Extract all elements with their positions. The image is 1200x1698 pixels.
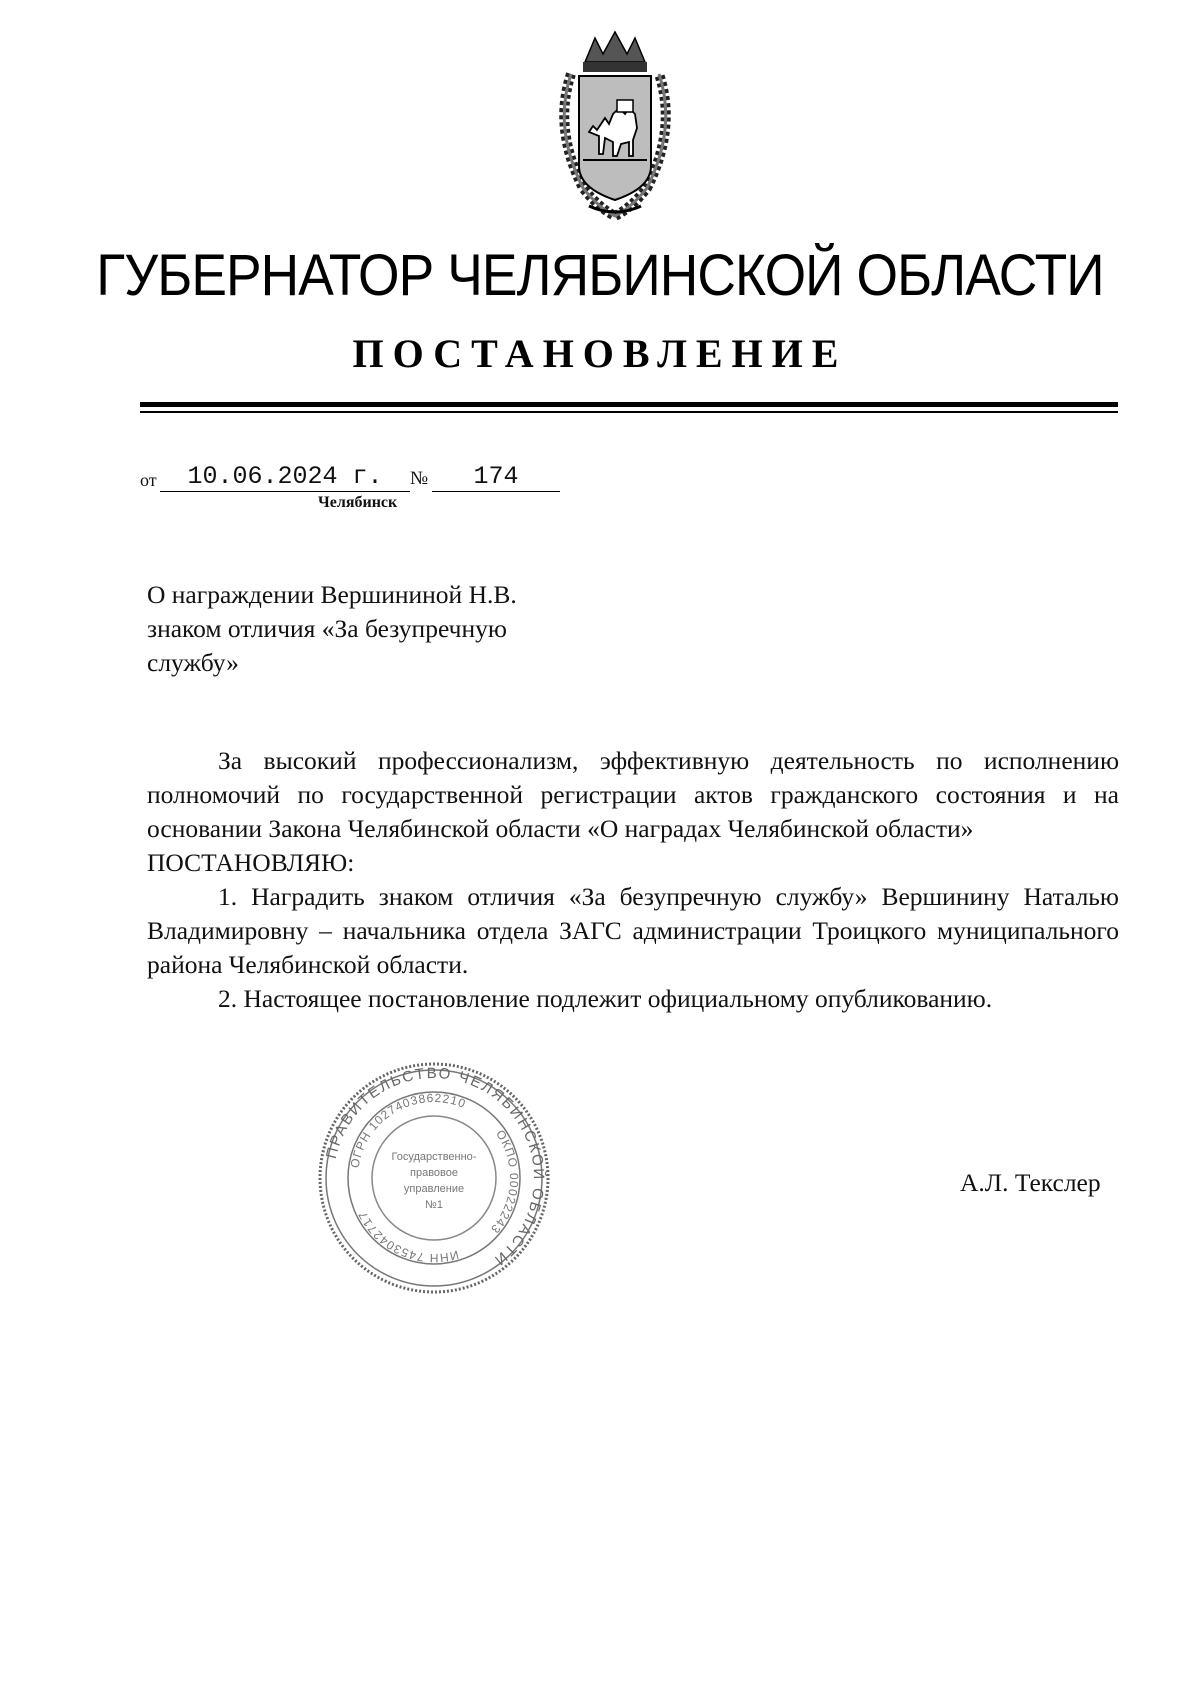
stamp-center-line-4: №1 [425, 1199, 443, 1211]
signer-name: А.Л. Текслер [960, 1168, 1101, 1197]
preamble-paragraph: За высокий профессионализм, эффективную деятельность по исполнению полномочий по государственной регистрации актов гражданского состояния и на основании Закона Челябинской области «О наградах Челябинской области» [147, 746, 1119, 843]
document-type: ПОСТАНОВЛЕНИЕ [352, 331, 848, 376]
stamp-inn: ИНН 7453042717 [355, 1208, 461, 1266]
stamp-center-line-2: правовое [410, 1167, 458, 1179]
document-date: 10.06.2024 г. [160, 462, 410, 492]
issue-city: Челябинск [318, 494, 398, 511]
document-subject: О награждении Вершининой Н.В. знаком отличия «За безупречную службу» [147, 580, 517, 677]
svg-text:ИНН 7453042717 [355, 1208, 460, 1265]
document-number: 174 [432, 462, 560, 492]
stamp-outer-text: ПРАВИТЕЛЬСТВО ЧЕЛЯБИНСКОЙ ОБЛАСТИ [322, 1064, 548, 1270]
resolve-line: ПОСТАНОВЛЯЮ: [147, 848, 355, 877]
official-stamp [316, 1060, 552, 1296]
resolution-item-1: 1. Наградить знаком отличия «За безупречную службу» Вершинину Наталью Владимировну – начальника отдела ЗАГС администрации Троицкого муниципального района Челябинской области. [147, 882, 1119, 979]
svg-text:ОКПО 00022243 [488, 1127, 521, 1236]
document-body [147, 744, 1119, 1016]
organization-title: ГУБЕРНАТОР ЧЕЛЯБИНСКОЙ ОБЛАСТИ [96, 243, 1104, 308]
number-prefix: № [410, 468, 429, 489]
date-prefix: от [140, 470, 157, 490]
stamp-center-line-1: Государственно- [391, 1151, 477, 1163]
header-rule-thick [140, 402, 1118, 407]
stamp-center-line-3: управление [403, 1183, 465, 1195]
coat-of-arms-icon [549, 28, 681, 222]
header-rule-thin [140, 411, 1118, 413]
stamp-ogrn: ОГРН 1027403862210 [347, 1090, 469, 1170]
stamp-okpo: ОКПО 00022243 [487, 1127, 522, 1237]
resolution-item-2: 2. Настоящее постановление подлежит официальному опубликованию. [218, 984, 993, 1013]
